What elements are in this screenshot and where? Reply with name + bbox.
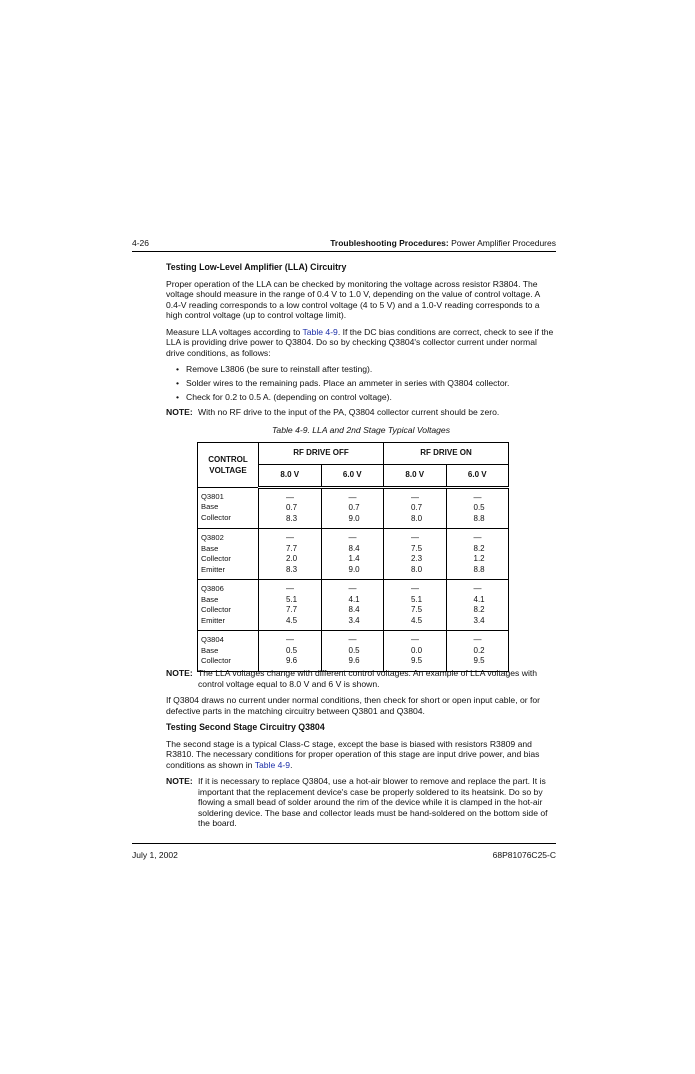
table-row <box>198 529 509 580</box>
cell-line: — <box>286 635 294 644</box>
note-label: NOTE: <box>166 776 193 786</box>
cell-line: — <box>473 492 482 502</box>
cell-line: 0.0 <box>411 645 423 655</box>
cell-line: 0.5 <box>286 645 298 655</box>
cell-line: 0.7 <box>348 503 360 512</box>
cell-line: 8.8 <box>473 564 485 574</box>
rf-drive-off-header: RF DRIVE OFF <box>259 442 384 464</box>
voltage-value-cell <box>384 580 447 631</box>
second-stage-paragraph-end: . <box>290 759 293 770</box>
cell-line: 8.3 <box>286 564 298 574</box>
lla-paragraph-1: Proper operation of the LLA can be checked by monitoring the voltage across resistor R3804. The voltage should measure in the range of 0.4 V to 1.0 V, depending on the value of control voltage. A 0.4-V reading corresponds to a low control voltage (4 to 5 V) and a 1.0-V reading corresponds to a high control voltage (up to control voltage limit). <box>166 278 540 320</box>
table-row <box>198 580 509 631</box>
cell-line: Base <box>201 543 219 553</box>
note-text: With no RF drive to the input of the PA, Q3804 collector current should be zero. <box>198 406 500 417</box>
cell-line: 0.7 <box>411 503 423 512</box>
voltage-value-cell <box>384 631 447 672</box>
voltage-subheader: 6.0 V <box>446 464 509 487</box>
lla-heading: Testing Low-Level Amplifier (LLA) Circuitry <box>166 262 347 272</box>
cell-line: 0.7 <box>286 503 298 512</box>
header-rule <box>132 251 556 252</box>
cell-line: Base <box>201 594 219 604</box>
cell-line: 8.4 <box>348 543 360 553</box>
cell-line: 2.0 <box>286 554 298 563</box>
second-stage-heading: Testing Second Stage Circuitry Q3804 <box>166 722 325 732</box>
cell-line: Emitter <box>201 615 226 625</box>
cell-line: — <box>411 533 419 542</box>
voltage-subheader: 8.0 V <box>259 464 322 487</box>
voltage-table <box>197 442 509 672</box>
footer-date: July 1, 2002 <box>132 850 178 860</box>
cell-line: — <box>348 492 357 502</box>
voltage-value-cell <box>446 529 509 580</box>
running-header <box>330 238 556 248</box>
cell-line: Q3802 <box>201 533 224 542</box>
cell-line: 9.6 <box>286 656 298 665</box>
list-item: • Solder wires to the remaining pads. Place an ammeter in series with Q3804 collector. <box>166 378 556 389</box>
cell-line: — <box>411 584 419 593</box>
cell-line: Collector <box>201 554 231 563</box>
lla-paragraph-2 <box>166 327 556 359</box>
cell-line: 9.0 <box>348 513 360 523</box>
cell-line: — <box>348 635 357 644</box>
voltage-value-cell <box>384 529 447 580</box>
cell-line: 3.4 <box>473 615 485 625</box>
secondary-content <box>166 668 556 835</box>
cell-line: 9.0 <box>348 564 360 574</box>
troubleshoot-paragraph: If Q3804 draws no current under normal conditions, then check for short or open input cable, or for defective parts in the matching circuitry between Q3801 and Q3804. <box>166 695 541 716</box>
cell-line: Collector <box>201 512 231 522</box>
cell-line: 8.2 <box>473 605 485 614</box>
voltage-value-cell <box>446 487 509 529</box>
voltage-value-cell <box>259 580 322 631</box>
table-4-9-link[interactable]: Table 4-9 <box>254 759 291 770</box>
voltage-value-cell <box>321 631 384 672</box>
main-content <box>166 262 556 672</box>
cell-line: — <box>473 533 482 542</box>
cell-line: 1.2 <box>473 554 485 563</box>
second-stage-paragraph-start: The second stage is a typical Class-C stage, except the base is biased with resistors R3809 and R3810. The necessary conditions for proper operation of this stage are input drive power, and bias conditions as shown in <box>166 738 540 770</box>
table-row <box>198 487 509 529</box>
table-caption: Table 4-9. LLA and 2nd Stage Typical Voltages <box>271 425 451 435</box>
cell-line: 8.0 <box>411 564 423 574</box>
note-text: The LLA voltages change with different control voltages. An example of LLA voltages with control voltage equal to 8.0 V and 6 V is shown. <box>198 668 538 689</box>
cell-line: 8.0 <box>411 513 423 523</box>
transistor-label-cell <box>198 487 259 529</box>
procedure-list <box>166 364 556 403</box>
list-item: • Remove L3806 (be sure to reinstall after testing). <box>166 364 556 375</box>
cell-line: Collector <box>201 605 231 614</box>
lla-paragraph-2-start: Measure LLA voltages according to <box>166 326 303 337</box>
cell-line: 7.7 <box>286 543 298 553</box>
table-4-9-link[interactable]: Table 4-9 <box>302 326 338 337</box>
header-section: Troubleshooting Procedures: <box>330 238 449 248</box>
footer-rule <box>132 843 556 844</box>
cell-line: 5.1 <box>286 594 298 604</box>
cell-line: 9.5 <box>473 656 485 665</box>
voltage-value-cell <box>321 529 384 580</box>
cell-line: Q3804 <box>201 635 224 644</box>
cell-line: 8.8 <box>473 513 485 523</box>
transistor-label-cell <box>198 529 259 580</box>
voltage-value-cell <box>259 487 322 529</box>
second-stage-paragraph <box>166 739 556 771</box>
voltage-value-cell <box>446 580 509 631</box>
voltage-value-cell <box>259 631 322 672</box>
cell-line: 8.4 <box>348 605 360 614</box>
cell-line: Q3806 <box>201 584 224 593</box>
voltage-value-cell <box>384 487 447 529</box>
page-number: 4-26 <box>132 238 150 248</box>
cell-line: 4.5 <box>411 615 423 625</box>
cell-line: 3.4 <box>348 615 360 625</box>
lla-paragraph-2-end: . If the DC bias conditions are correct, check to see if the LLA is providing drive power to Q3804. Do so by checking Q3804's collector current under normal drive conditions, as follows: <box>166 326 554 358</box>
cell-line: Collector <box>201 656 231 665</box>
cell-line: — <box>473 635 482 644</box>
voltage-value-cell <box>259 529 322 580</box>
note-2 <box>166 668 556 689</box>
cell-line: 9.6 <box>348 656 360 665</box>
cell-line: — <box>473 584 482 593</box>
cell-line: — <box>411 492 419 502</box>
cell-line: — <box>286 533 294 542</box>
transistor-label-cell <box>198 580 259 631</box>
cell-line: 7.5 <box>411 543 423 553</box>
cell-line: — <box>286 492 294 502</box>
cell-line: 4.5 <box>286 615 298 625</box>
cell-line: Emitter <box>201 564 226 574</box>
cell-line: 0.2 <box>473 645 485 655</box>
cell-line: 2.3 <box>411 554 423 563</box>
control-voltage-header: CONTROL VOLTAGE <box>198 442 259 487</box>
cell-line: 0.5 <box>348 645 360 655</box>
cell-line: 7.7 <box>286 605 298 614</box>
header-subsection: Power Amplifier Procedures <box>451 238 556 248</box>
cell-line: 8.3 <box>286 513 298 523</box>
note-text: If it is necessary to replace Q3804, use a hot-air blower to remove and replace the part. It is important that the replacement device's case be properly soldered to its heatsink. Do so by flowing a small bead of solder around the rim of the device while it is clamped in the hot-air soldering device. The base and collector leads must be hand-soldered on the bottom side of the board. <box>198 776 548 828</box>
transistor-label-cell <box>198 631 259 672</box>
table-body <box>198 487 509 671</box>
note-label: NOTE: <box>166 668 193 678</box>
cell-line: Base <box>201 502 219 511</box>
cell-line: — <box>286 584 294 593</box>
note-1 <box>166 407 556 418</box>
cell-line: 4.1 <box>348 594 360 604</box>
cell-line: — <box>348 584 357 593</box>
voltage-value-cell <box>446 631 509 672</box>
cell-line: 8.2 <box>473 543 485 553</box>
cell-line: 7.5 <box>411 605 423 614</box>
cell-line: — <box>411 635 419 644</box>
voltage-value-cell <box>321 580 384 631</box>
list-item: • Check for 0.2 to 0.5 A. (depending on control voltage). <box>166 392 556 403</box>
cell-line: 1.4 <box>348 554 360 563</box>
cell-line: 9.5 <box>411 656 423 665</box>
cell-line: Base <box>201 645 219 655</box>
table-row <box>198 631 509 672</box>
note-label: NOTE: <box>166 406 193 417</box>
cell-line: 0.5 <box>473 503 485 512</box>
voltage-subheader: 8.0 V <box>384 464 447 487</box>
voltage-subheader: 6.0 V <box>321 464 384 487</box>
cell-line: 4.1 <box>473 594 485 604</box>
cell-line: Q3801 <box>201 491 224 501</box>
voltage-value-cell <box>321 487 384 529</box>
rf-drive-on-header: RF DRIVE ON <box>384 442 509 464</box>
cell-line: — <box>348 533 357 542</box>
note-3 <box>166 776 556 829</box>
cell-line: 5.1 <box>411 594 423 604</box>
footer-doc-number: 68P81076C25-C <box>492 850 556 860</box>
